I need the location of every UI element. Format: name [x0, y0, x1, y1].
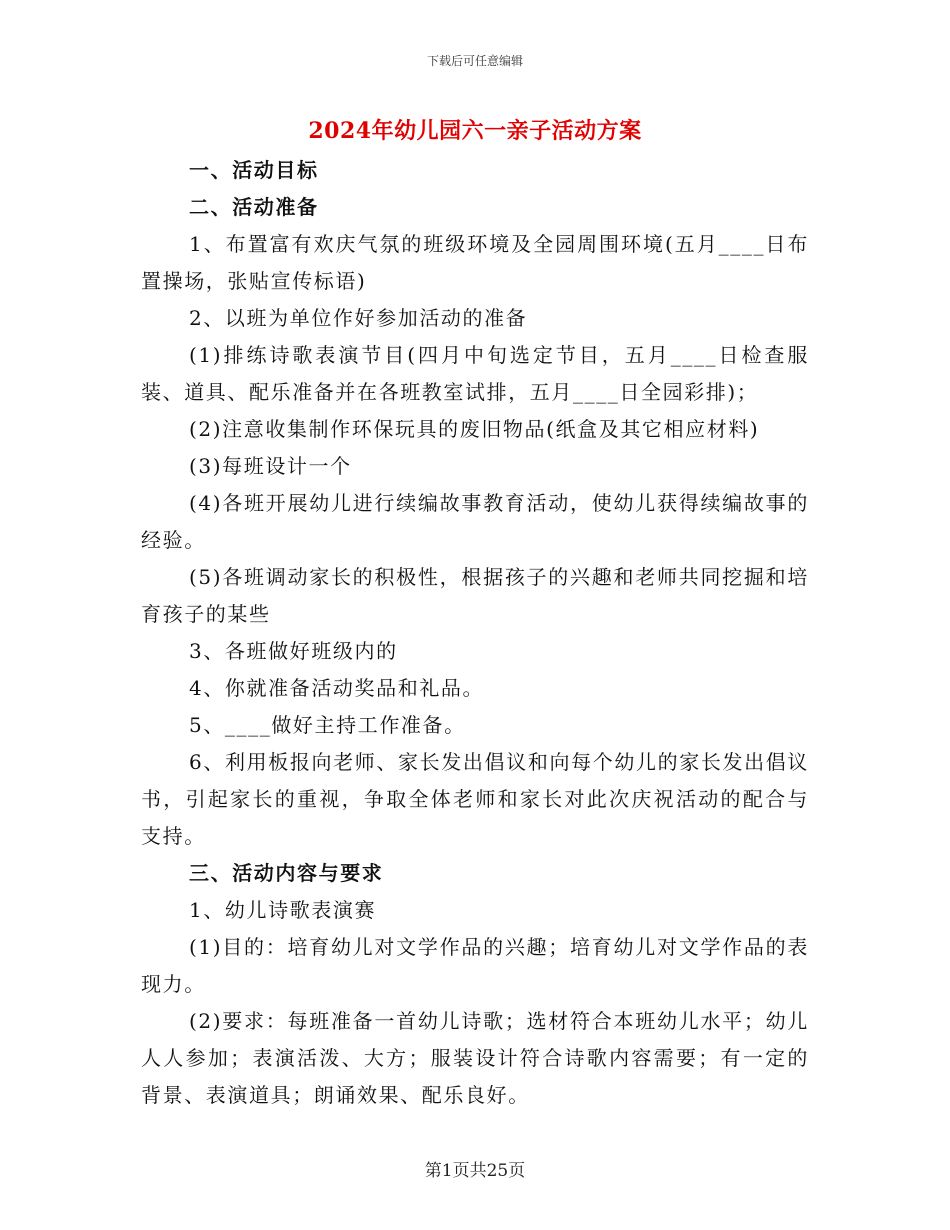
- paragraph: 6、利用板报向老师、家长发出倡议和向每个幼儿的家长发出倡议书，引起家长的重视，争取全体老师和家长对此次庆祝活动的配合与支持。: [141, 750, 809, 848]
- paragraph: 3、各班做好班级内的: [189, 639, 398, 663]
- paragraph: (4)各班开展幼儿进行续编故事教育活动，使幼儿获得续编故事的经验。: [141, 491, 809, 552]
- paragraph: 5、____做好主持工作准备。: [189, 713, 466, 737]
- paragraph: (2)要求：每班准备一首幼儿诗歌；选材符合本班幼儿水平；幼儿人人参加；表演活泼、大方；服装设计符合诗歌内容需要；有一定的背景、表演道具；朗诵效果、配乐良好。: [141, 1009, 809, 1107]
- paragraph: (2)注意收集制作环保玩具的废旧物品(纸盒及其它相应材料): [189, 417, 760, 441]
- paragraph: 4、你就准备活动奖品和礼品。: [189, 676, 485, 700]
- paragraph: (1)目的：培育幼儿对文学作品的兴趣；培育幼儿对文学作品的表现力。: [141, 935, 809, 996]
- paragraph: (1)排练诗歌表演节目(四月中旬选定节目，五月____日检查服装、道具、配乐准备并在各班教室试排，五月____日全园彩排)；: [141, 343, 809, 404]
- paragraph: 1、幼儿诗歌表演赛: [189, 898, 377, 922]
- section-heading-content-requirements: 三、活动内容与要求: [189, 861, 384, 885]
- page-number: 第1页共25页: [424, 1161, 526, 1181]
- section-heading-preparation: 二、活动准备: [189, 195, 319, 219]
- page-header: 下载后可任意编辑: [426, 54, 523, 68]
- paragraph: (3)每班设计一个: [189, 454, 352, 478]
- document-title: 2024年幼儿园六一亲子活动方案: [308, 118, 642, 144]
- section-heading-goals: 一、活动目标: [189, 158, 319, 182]
- paragraph: 2、以班为单位作好参加活动的准备: [189, 306, 528, 330]
- paragraph: (5)各班调动家长的积极性，根据孩子的兴趣和老师共同挖掘和培育孩子的某些: [141, 565, 809, 626]
- paragraph: 1、布置富有欢庆气氛的班级环境及全园周围环境(五月____日布置操场，张贴宣传标语): [141, 232, 809, 293]
- document-body: [141, 152, 809, 1114]
